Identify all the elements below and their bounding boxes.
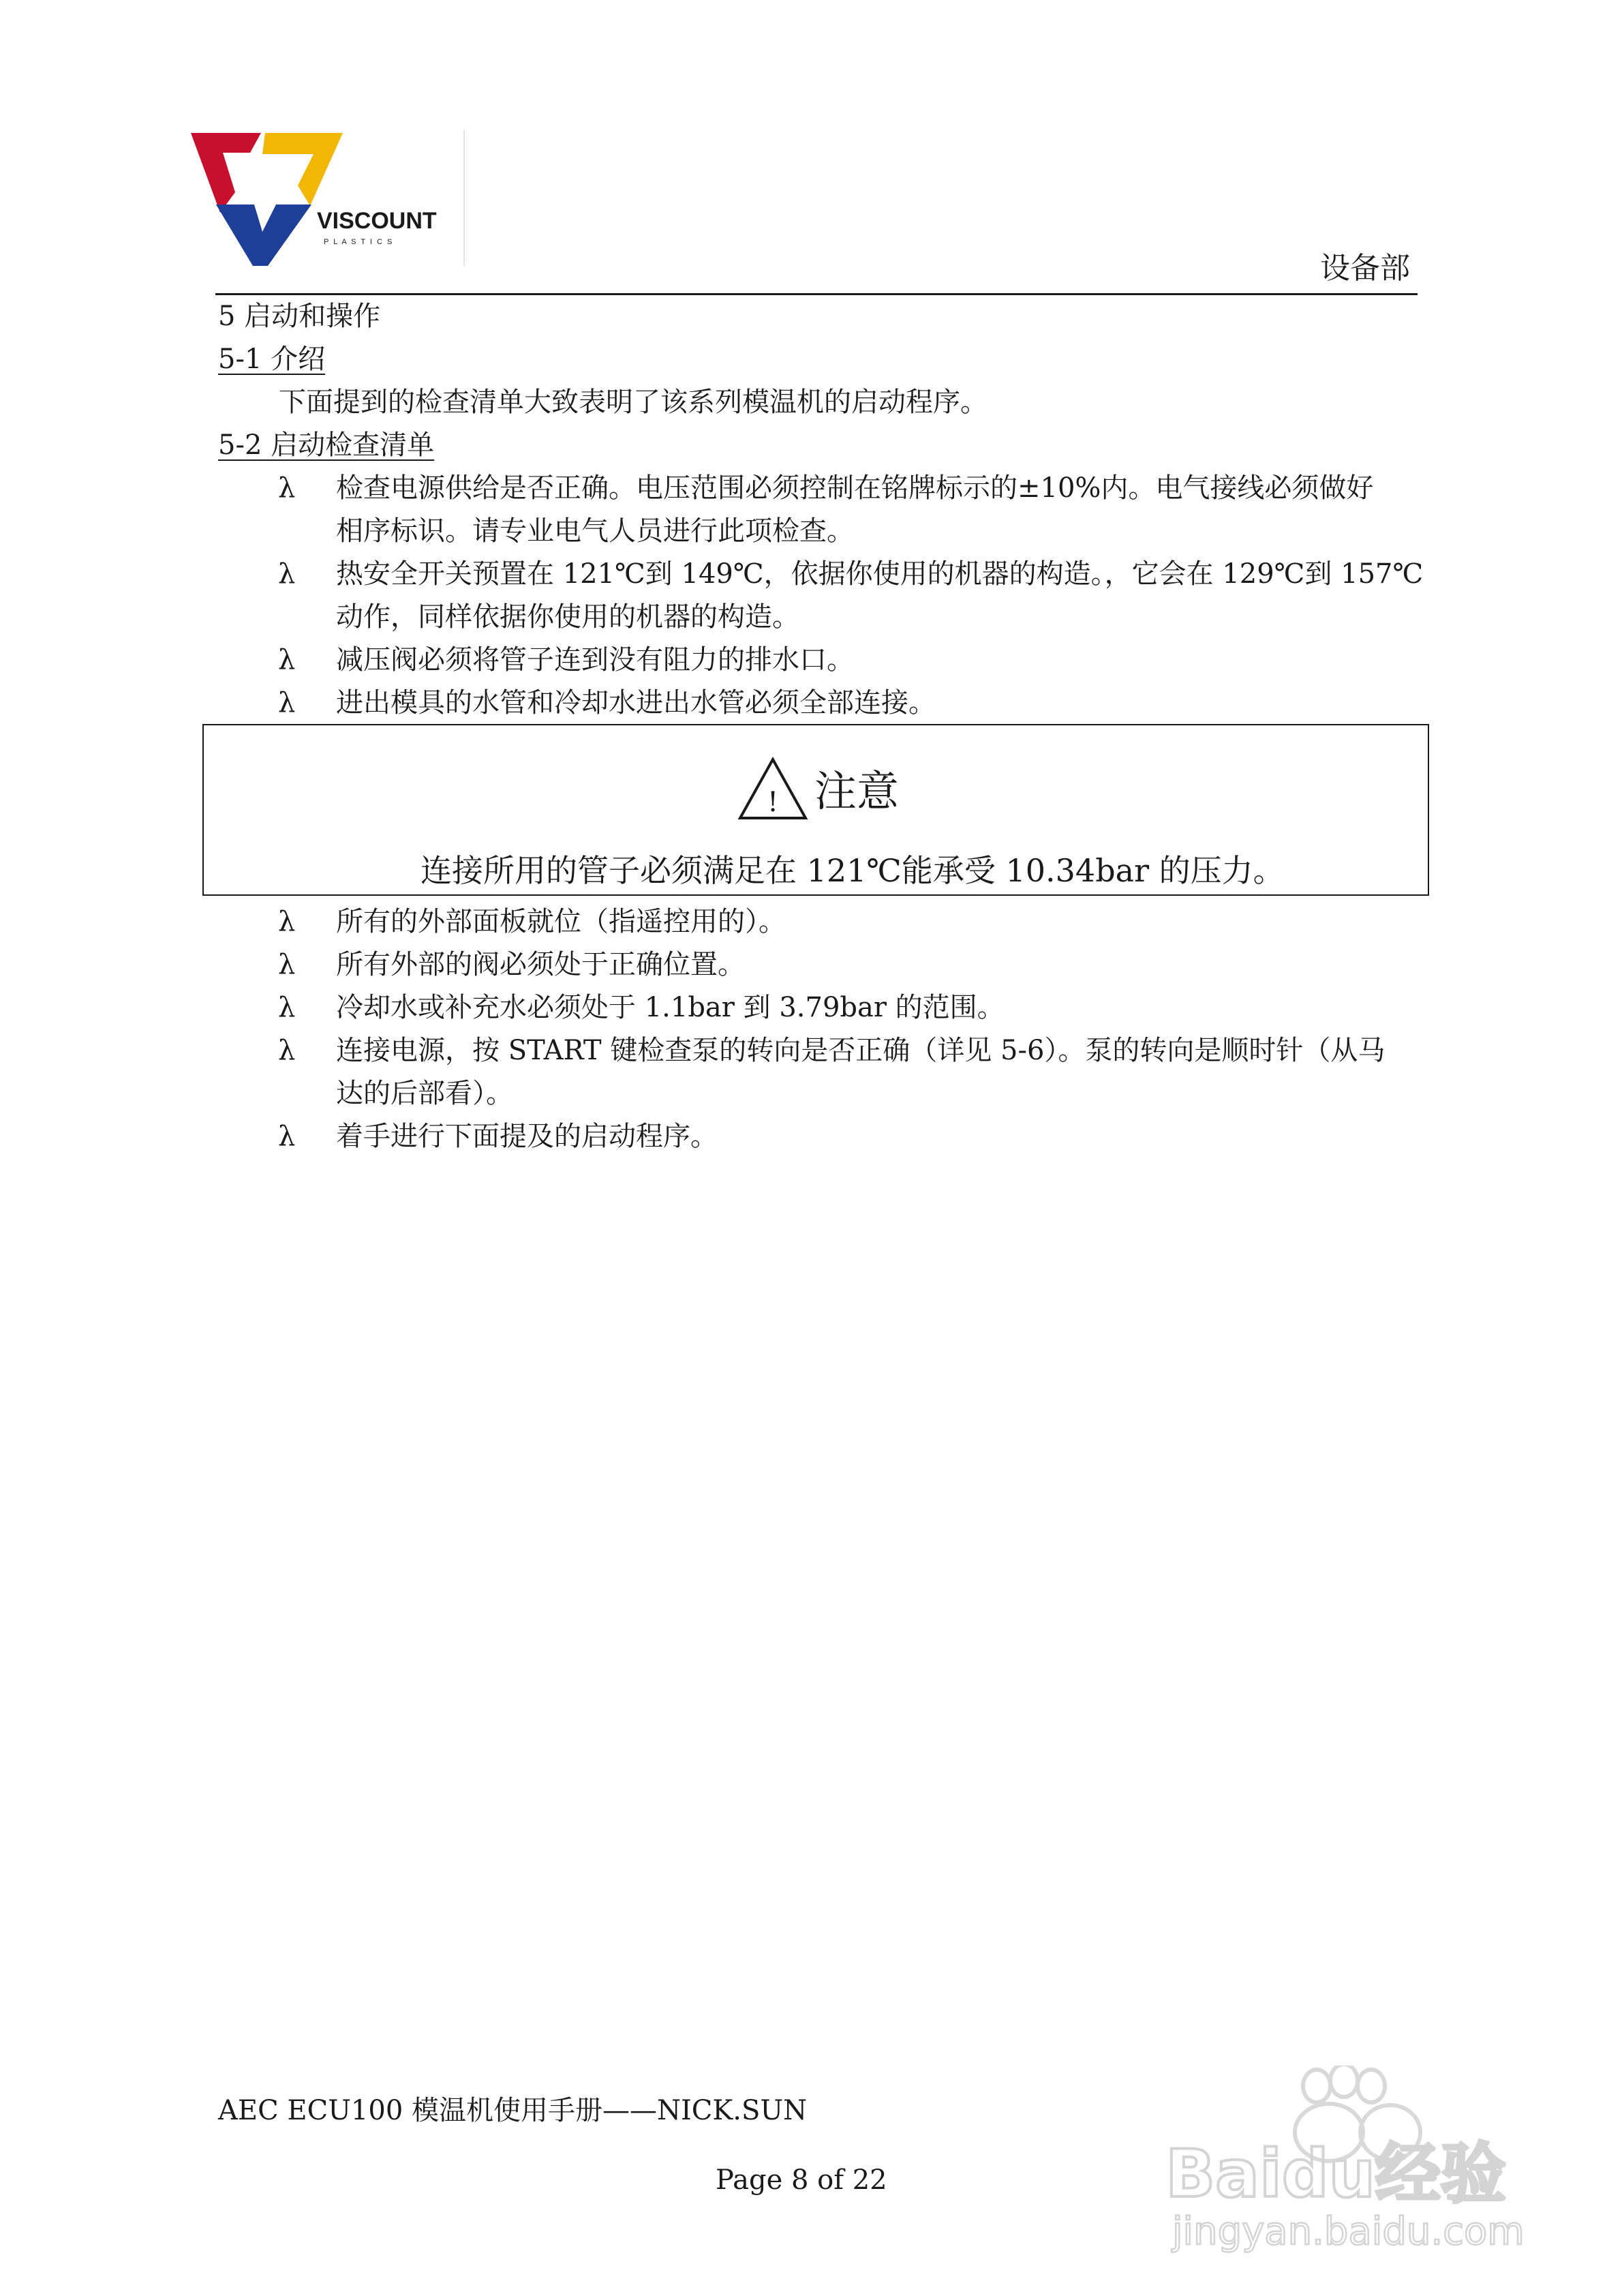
- manual-title: AEC ECU100 模温机使用手册——NICK.SUN: [218, 2095, 808, 2126]
- warning-triangle-icon: [737, 757, 808, 821]
- notice-box: [202, 724, 1429, 896]
- checklist-item-1-line-1: 检查电源供给是否正确。电压范围必须控制在铭牌标示的±10%内。电气接线必须做好: [336, 472, 1374, 504]
- bullet-symbol: λ: [278, 1035, 296, 1066]
- checklist-item-5: 所有的外部面板就位（指遥控用的）。: [336, 906, 786, 937]
- viscount-logo-mark: [187, 130, 474, 273]
- bullet-symbol: λ: [278, 558, 296, 590]
- svg-text:!: !: [767, 787, 779, 818]
- checklist-item-1-line-2: 相序标识。请专业电气人员进行此项检查。: [336, 515, 854, 547]
- checklist-item-3: 减压阀必须将管子连到没有阻力的排水口。: [336, 644, 854, 676]
- bullet-symbol: λ: [278, 906, 296, 937]
- checklist-item-7: 冷却水或补充水必须处于 1.1bar 到 3.79bar 的范围。: [336, 992, 1005, 1023]
- checklist-item-2-line-1: 热安全开关预置在 121℃到 149℃，依据你使用的机器的构造。，它会在 129℃到 157℃: [336, 558, 1424, 590]
- page-number: Page 8 of 22: [716, 2164, 887, 2196]
- header-rule: [215, 293, 1418, 295]
- bullet-symbol: λ: [278, 644, 296, 676]
- viscount-logo: [187, 130, 474, 273]
- baidu-watermark: [1159, 2066, 1540, 2256]
- bullet-symbol: λ: [278, 472, 296, 504]
- checklist-heading: 5-2 启动检查清单: [218, 429, 435, 461]
- checklist-item-8-line-2: 达的后部看）。: [336, 1078, 513, 1109]
- svg-text:jingyan.baidu.com: jingyan.baidu.com: [1172, 2209, 1525, 2254]
- bullet-symbol: λ: [278, 992, 296, 1023]
- checklist-item-8-line-1: 连接电源，按 START 键检查泵的转向是否正确（详见 5-6）。泵的转向是顺时针（从马: [336, 1035, 1386, 1066]
- checklist-item-4: 进出模具的水管和冷却水进出水管必须全部连接。: [336, 687, 936, 719]
- checklist-item-6: 所有外部的阀必须处于正确位置。: [336, 949, 745, 980]
- logo-divider: [463, 130, 465, 266]
- department-label: 设备部: [1320, 251, 1410, 286]
- svg-text:Baidu经验: Baidu经验: [1165, 2136, 1506, 2212]
- checklist-item-9: 着手进行下面提及的启动程序。: [336, 1121, 718, 1152]
- notice-text: 连接所用的管子必须满足在 121℃能承受 10.34bar 的压力。: [420, 852, 1285, 889]
- baidu-paw-icon: [1159, 2066, 1540, 2256]
- bullet-symbol: λ: [278, 949, 296, 980]
- intro-heading: 5-1 介绍: [218, 344, 326, 375]
- checklist-item-2-line-2: 动作，同样依据你使用的机器的构造。: [336, 601, 799, 633]
- svg-text:VISCOUNT: VISCOUNT: [317, 208, 437, 234]
- bullet-symbol: λ: [278, 687, 296, 719]
- intro-text: 下面提到的检查清单大致表明了该系列模温机的启动程序。: [279, 387, 988, 418]
- section-title: 5 启动和操作: [218, 301, 381, 332]
- notice-title: 注意: [814, 766, 900, 816]
- bullet-symbol: λ: [278, 1121, 296, 1152]
- svg-text:P L A S T I C S: P L A S T I C S: [324, 238, 394, 246]
